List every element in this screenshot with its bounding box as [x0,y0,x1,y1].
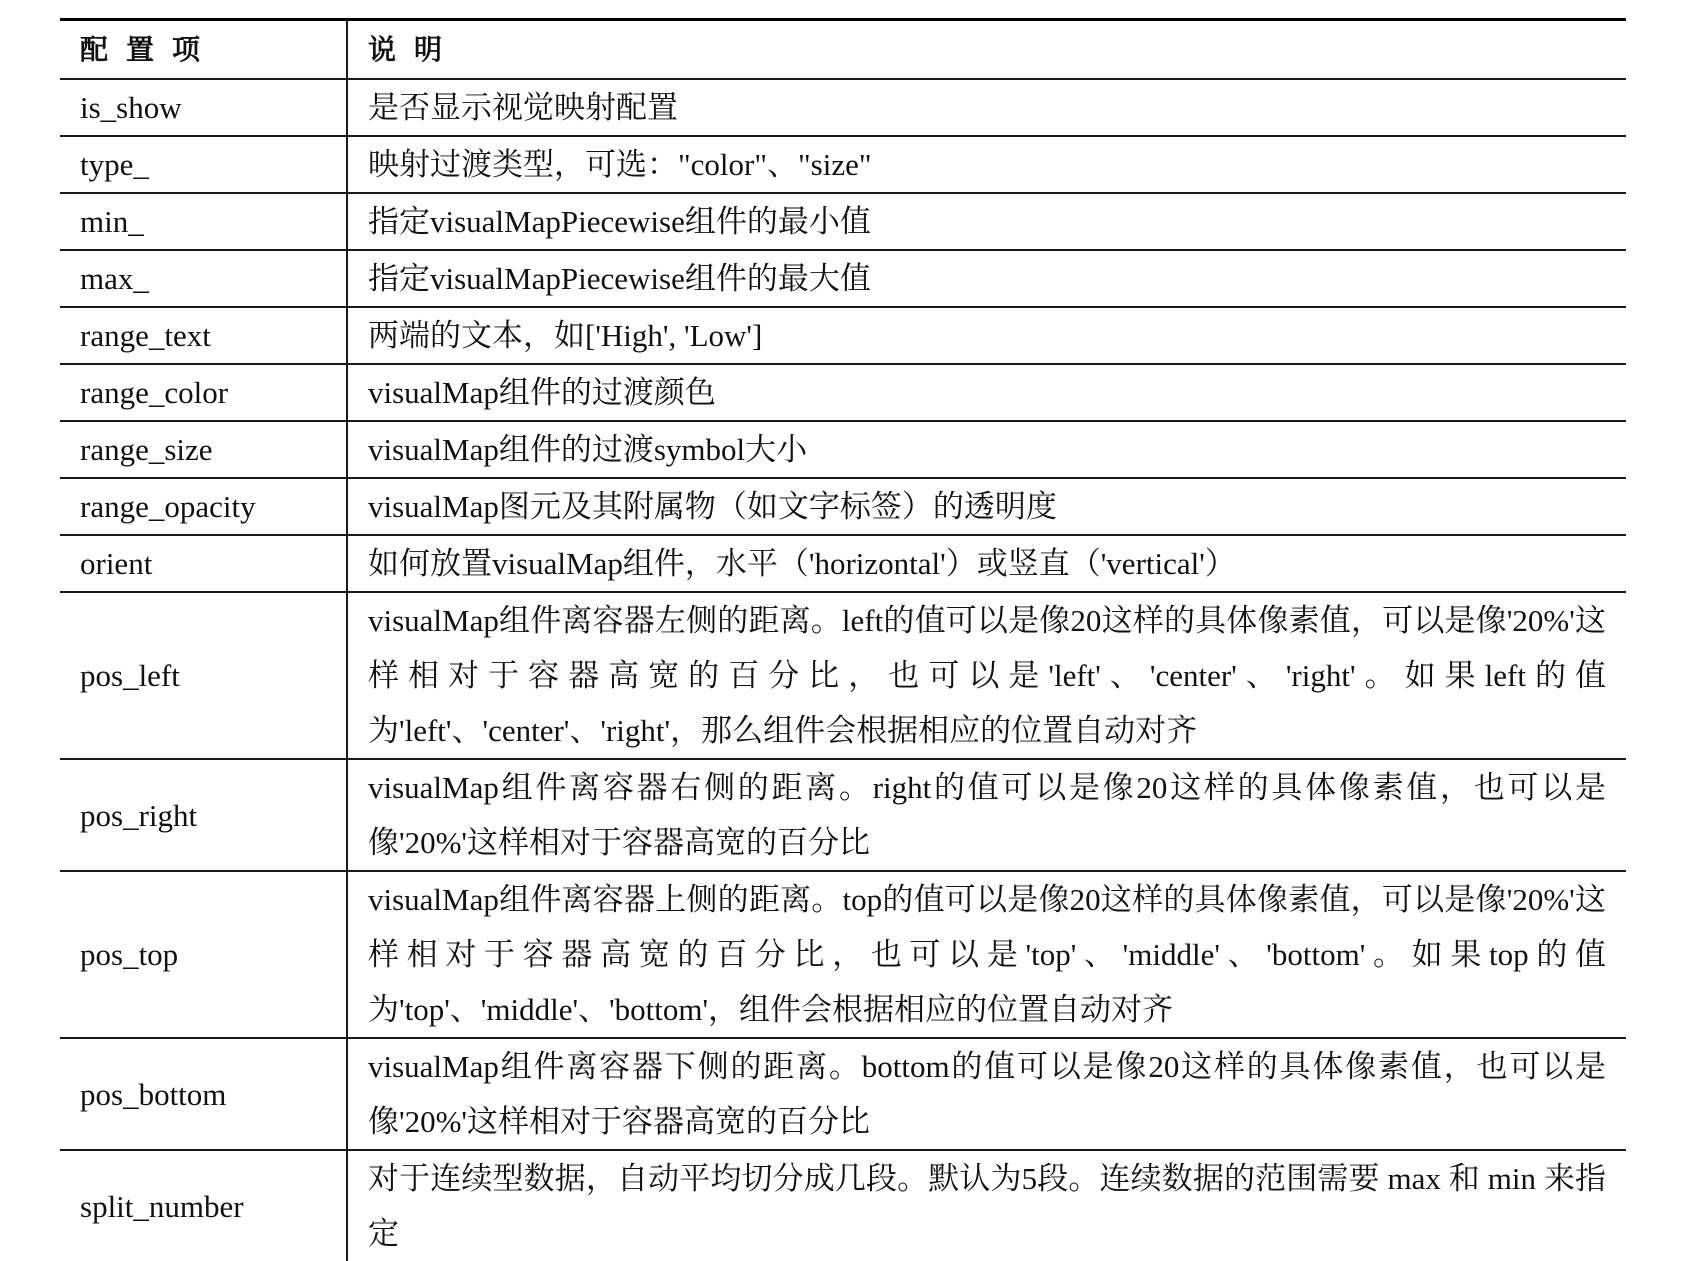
config-key-cell: pos_right [60,759,347,871]
table-row [60,592,1626,759]
config-description-cell: visualMap组件离容器右侧的距离。right的值可以是像20这样的具体像素值，也可以是像'20%'这样相对于容器高宽的百分比 [347,759,1626,871]
table-row [60,79,1626,136]
config-key-cell: min_ [60,193,347,250]
config-description-cell: 两端的文本，如['High', 'Low'] [347,307,1626,364]
header-row [60,20,1626,80]
header-config-item: 配置项 [60,20,347,80]
config-key-cell: pos_bottom [60,1038,347,1150]
config-key-cell: type_ [60,136,347,193]
table-row [60,364,1626,421]
config-key-cell: is_show [60,79,347,136]
config-key-cell: range_size [60,421,347,478]
table-row [60,535,1626,592]
table-row [60,759,1626,871]
config-description-cell: 对于连续型数据，自动平均切分成几段。默认为5段。连续数据的范围需要 max 和 min 来指定 [347,1150,1626,1261]
config-description-cell: visualMap组件离容器下侧的距离。bottom的值可以是像20这样的具体像素值，也可以是像'20%'这样相对于容器高宽的百分比 [347,1038,1626,1150]
table-row [60,871,1626,1038]
config-key-cell: max_ [60,250,347,307]
config-key-cell: pos_top [60,871,347,1038]
config-key-cell: range_text [60,307,347,364]
table-header [60,20,1626,80]
table-row [60,421,1626,478]
table-row [60,478,1626,535]
config-table [60,18,1626,1261]
table-row [60,193,1626,250]
table-row [60,136,1626,193]
table-row [60,307,1626,364]
config-description-cell: visualMap组件的过渡颜色 [347,364,1626,421]
table-body [60,79,1626,1261]
config-key-cell: split_number [60,1150,347,1261]
config-description-cell: 映射过渡类型，可选："color"、"size" [347,136,1626,193]
config-description-cell: 是否显示视觉映射配置 [347,79,1626,136]
config-key-cell: orient [60,535,347,592]
config-description-cell: 指定visualMapPiecewise组件的最小值 [347,193,1626,250]
table-row [60,1150,1626,1261]
config-description-cell: visualMap图元及其附属物（如文字标签）的透明度 [347,478,1626,535]
config-key-cell: range_color [60,364,347,421]
table-row [60,1038,1626,1150]
table-row [60,250,1626,307]
config-description-cell: 指定visualMapPiecewise组件的最大值 [347,250,1626,307]
config-key-cell: pos_left [60,592,347,759]
config-description-cell: visualMap组件离容器上侧的距离。top的值可以是像20这样的具体像素值，可以是像'20%'这样相对于容器高宽的百分比，也可以是'top'、'middle'、'bottom'。如果top的值为'top'、'middle'、'bottom'，组件会根据相应的位置自动对齐 [347,871,1626,1038]
config-description-cell: visualMap组件的过渡symbol大小 [347,421,1626,478]
config-key-cell: range_opacity [60,478,347,535]
config-description-cell: visualMap组件离容器左侧的距离。left的值可以是像20这样的具体像素值，可以是像'20%'这样相对于容器高宽的百分比，也可以是'left'、'center'、'right'。如果left的值为'left'、'center'、'right'，那么组件会根据相应的位置自动对齐 [347,592,1626,759]
header-description: 说明 [347,20,1626,80]
config-description-cell: 如何放置visualMap组件，水平（'horizontal'）或竖直（'vertical'） [347,535,1626,592]
